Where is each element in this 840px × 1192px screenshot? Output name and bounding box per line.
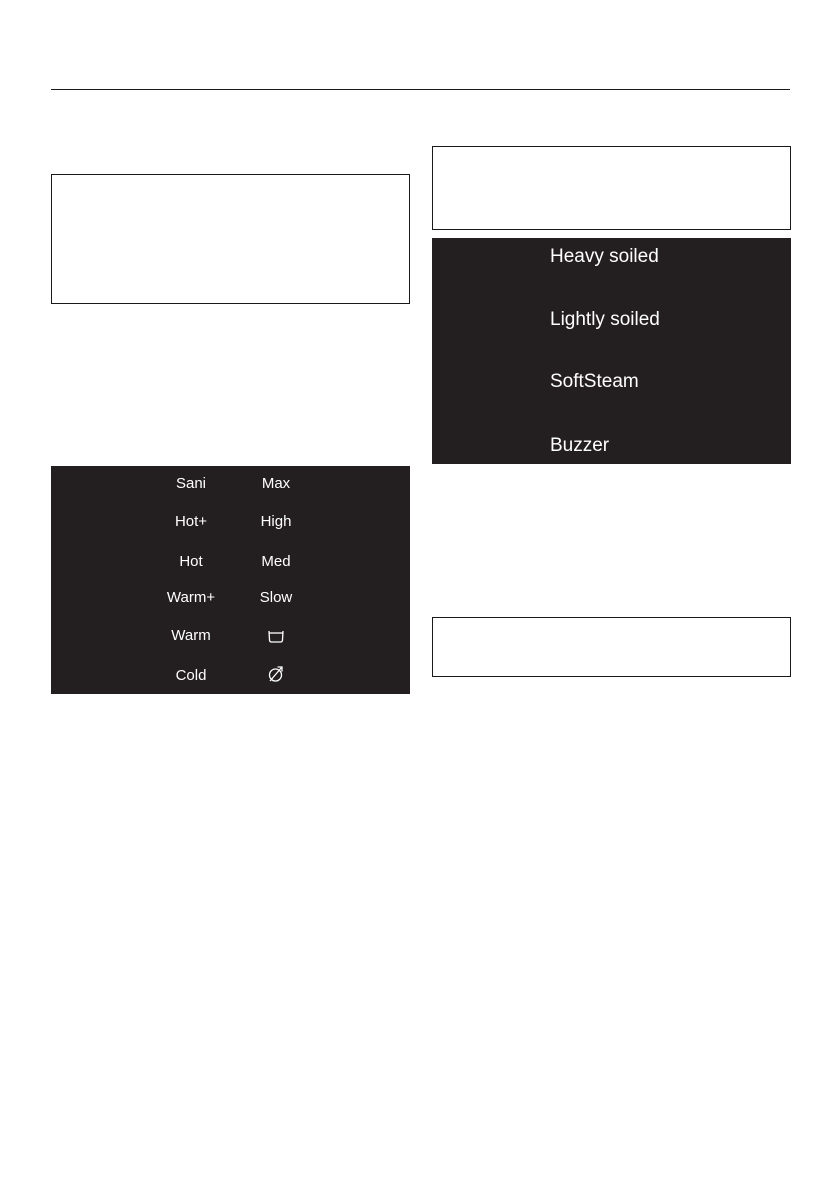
rinse-hold-icon: [266, 627, 286, 645]
option-softsteam[interactable]: SoftSteam: [550, 371, 639, 392]
temperature-option-hot-plus[interactable]: Hot+: [174, 513, 208, 530]
spin-option-slow[interactable]: Slow: [259, 589, 293, 606]
option-buzzer[interactable]: Buzzer: [550, 435, 610, 456]
note-box-right-bottom: [432, 617, 791, 677]
temperature-option-cold[interactable]: Cold: [175, 667, 207, 684]
option-lightly-soiled[interactable]: Lightly soiled: [550, 309, 660, 330]
options-panel: [432, 238, 791, 464]
spin-option-no-spin[interactable]: [266, 665, 286, 688]
temperature-option-sani[interactable]: Sani: [175, 475, 207, 492]
spin-option-med[interactable]: Med: [261, 553, 291, 570]
spin-option-rinse-hold[interactable]: [266, 627, 286, 650]
note-box-left: [51, 174, 410, 304]
temperature-spin-panel: [51, 466, 410, 694]
option-heavy-soiled[interactable]: Heavy soiled: [550, 246, 659, 267]
spin-option-max[interactable]: Max: [261, 475, 291, 492]
note-box-right-top: [432, 146, 791, 230]
spin-option-high[interactable]: High: [260, 513, 292, 530]
no-spin-icon: [266, 665, 286, 683]
temperature-option-hot[interactable]: Hot: [179, 553, 203, 570]
temperature-option-warm-plus[interactable]: Warm+: [166, 589, 216, 606]
header-rule: [51, 89, 790, 90]
temperature-option-warm[interactable]: Warm: [171, 627, 211, 644]
